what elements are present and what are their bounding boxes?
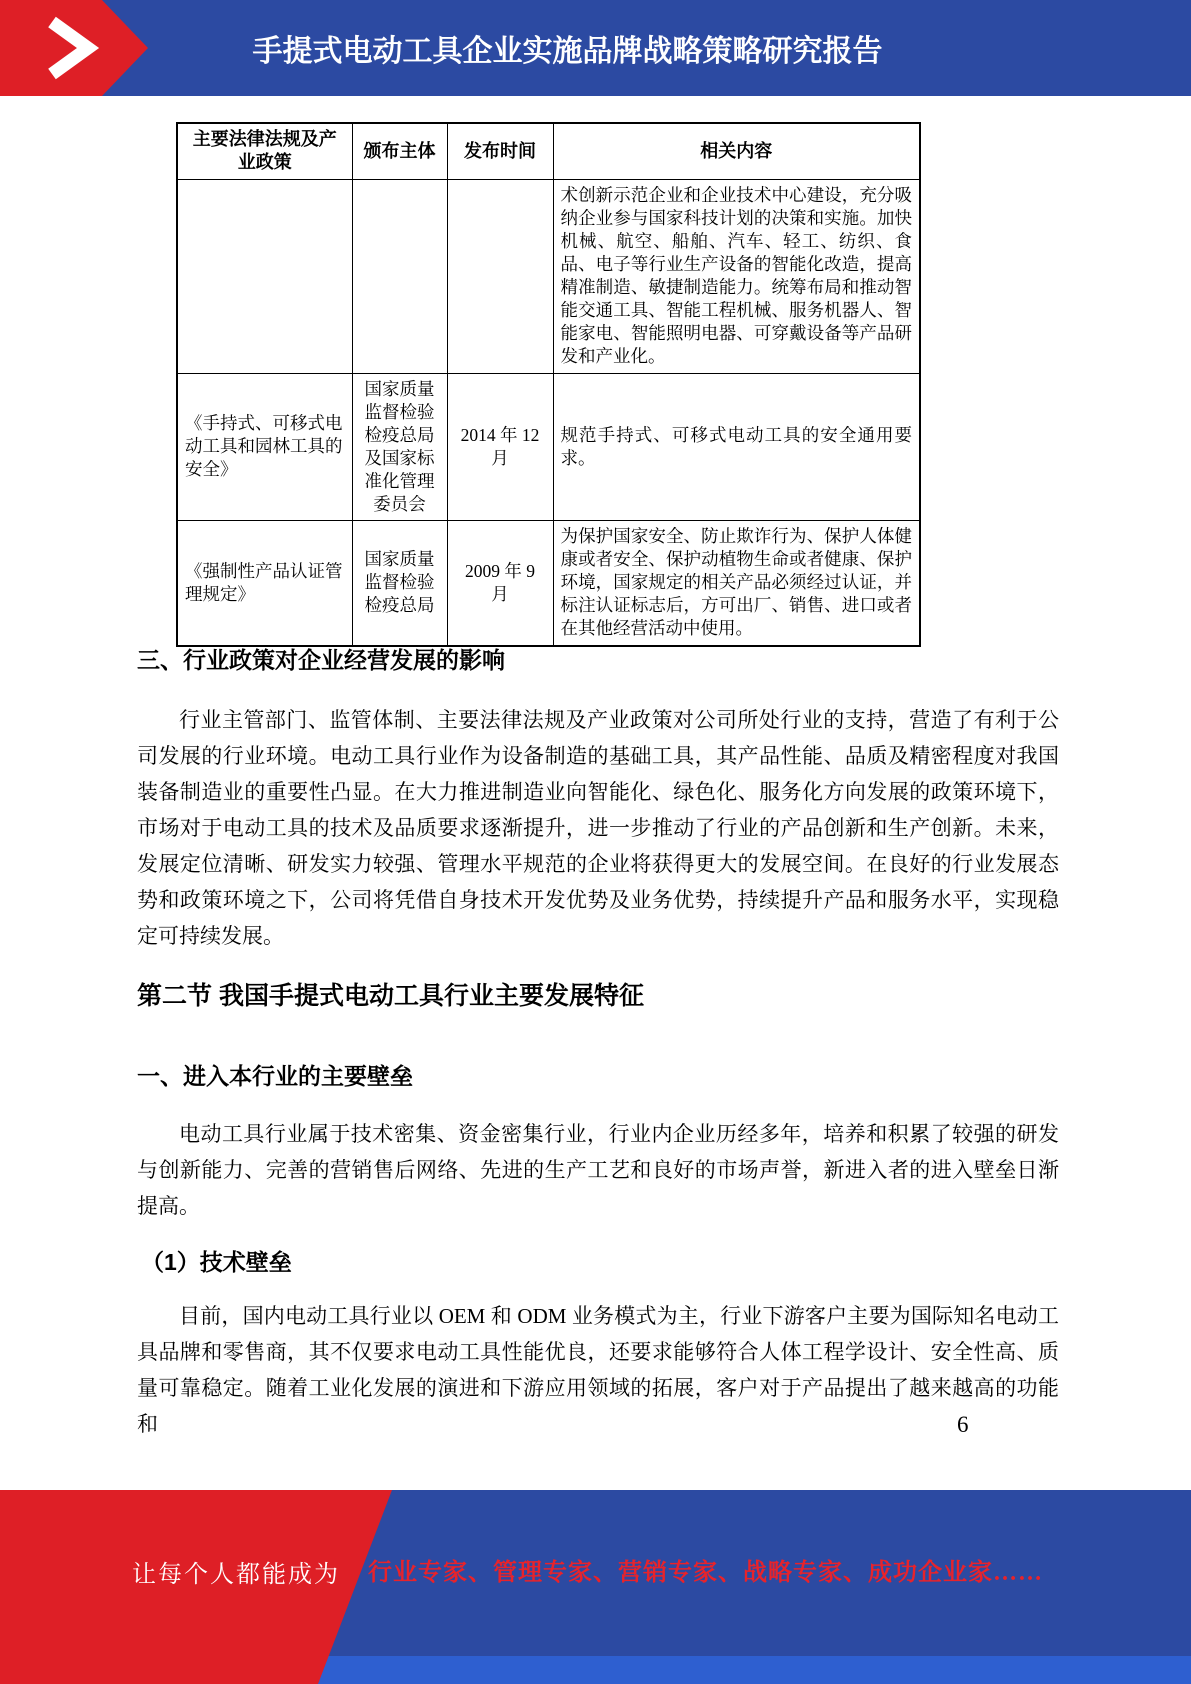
col-header-content: 相关内容 [553, 123, 920, 179]
cell-date: 2014 年 12 月 [447, 373, 553, 521]
cell-content: 为保护国家安全、防止欺诈行为、保护人体健康或者安全、保护动植物生命或者健康、保护环境，国家规定的相关产品必须经过认证，并标注认证标志后，方可出厂、销售、进口或者在其他经营活动中使用。 [553, 521, 920, 646]
cell-policy: 《手持式、可移式电动工具和园林工具的安全》 [177, 373, 352, 521]
cell-content: 术创新示范企业和企业技术中心建设，充分吸纳企业参与国家科技计划的决策和实施。加快机械、航空、船舶、汽车、轻工、纺织、食品、电子等行业生产设备的智能化改造，提高精准制造、敏捷制造能力。统筹布局和推动智能交通工具、智能工程机械、服务机器人、智能家电、智能照明电器、可穿戴设备等产品研发和产业化。 [553, 179, 920, 373]
table-header-row [177, 123, 920, 179]
cell-content: 规范手持式、可移式电动工具的安全通用要求。 [553, 373, 920, 521]
cell-issuer [352, 179, 447, 373]
cell-issuer: 国家质量监督检验检疫总局及国家标准化管理委员会 [352, 373, 447, 521]
heading-policy-influence: 三、行业政策对企业经营发展的影响 [137, 647, 505, 673]
report-title: 手提式电动工具企业实施品牌战略策略研究报告 [252, 35, 883, 68]
paragraph-tech-barrier: 目前，国内电动工具行业以 OEM 和 ODM 业务模式为主，行业下游客户主要为国际知名电动工具品牌和零售商，其不仅要求电动工具性能优良，还要求能够符合人体工程学设计、安全性高、质量可靠稳定。随着工业化发展的演进和下游应用领域的拓展，客户对于产品提出了越来越高的功能和 [137, 1304, 1059, 1436]
cell-date [447, 179, 553, 373]
cell-date: 2009 年 9 月 [447, 521, 553, 646]
heading-entry-barriers: 一、进入本行业的主要壁垒 [137, 1063, 413, 1089]
col-header-policy: 主要法律法规及产业政策 [177, 123, 352, 179]
heading-section-two: 第二节 我国手提式电动工具行业主要发展特征 [137, 982, 644, 1010]
cell-issuer: 国家质量监督检验检疫总局 [352, 521, 447, 646]
footer-slogan-right: 行业专家、管理专家、营销专家、战略专家、成功企业家…… [368, 1560, 1043, 1586]
regulations-table [176, 122, 921, 647]
col-header-issuer: 颁布主体 [352, 123, 447, 179]
page-number: 6 [957, 1412, 969, 1437]
footer-bottom-strip [300, 1656, 1191, 1684]
cell-policy [177, 179, 352, 373]
footer [0, 1490, 1191, 1684]
footer-slogan-left: 让每个人都能成为 [132, 1562, 340, 1588]
header-banner [0, 0, 1191, 96]
col-header-date: 发布时间 [447, 123, 553, 179]
table-row [177, 179, 920, 373]
paragraph-entry-barriers: 电动工具行业属于技术密集、资金密集行业，行业内企业历经多年，培养和积累了较强的研发与创新能力、完善的营销售后网络、先进的生产工艺和良好的市场声誉，新进入者的进入壁垒日渐提高。 [137, 1122, 1059, 1218]
cell-policy: 《强制性产品认证管理规定》 [177, 521, 352, 646]
table-row [177, 521, 920, 646]
paragraph-policy-influence: 行业主管部门、监管体制、主要法律法规及产业政策对公司所处行业的支持，营造了有利于公司发展的行业环境。电动工具行业作为设备制造的基础工具，其产品性能、品质及精密程度对我国装备制造业的重要性凸显。在大力推进制造业向智能化、绿色化、服务化方向发展的政策环境下，市场对于电动工具的技术及品质要求逐渐提升，进一步推动了行业的产品创新和生产创新。未来，发展定位清晰、研发实力较强、管理水平规范的企业将获得更大的发展空间。在良好的行业发展态势和政策环境之下，公司将凭借自身技术开发优势及业务优势，持续提升产品和服务水平，实现稳定可持续发展。 [137, 708, 1059, 948]
table-row [177, 373, 920, 521]
banner-arrow-icon [0, 0, 150, 96]
heading-tech-barrier: （1）技术壁垒 [141, 1249, 292, 1275]
